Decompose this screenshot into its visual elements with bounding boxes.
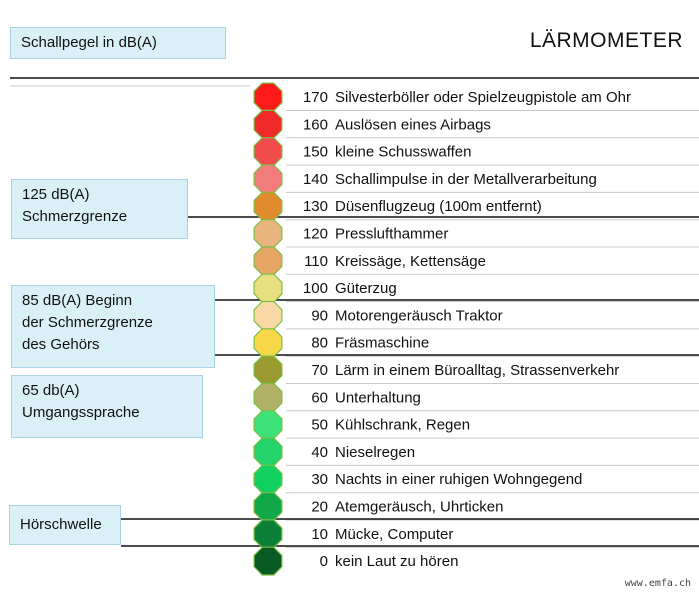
conversation-line-2: Umgangssprache bbox=[22, 404, 140, 421]
level-marker bbox=[254, 247, 282, 275]
level-marker bbox=[254, 192, 282, 220]
pain-threshold-box bbox=[11, 179, 188, 239]
level-label: Motorengeräusch Traktor bbox=[335, 307, 503, 325]
level-label: Lärm in einem Büroalltag, Strassenverkehr bbox=[335, 362, 620, 379]
level-value: 20 bbox=[311, 498, 328, 516]
hearing-damage-box bbox=[11, 285, 215, 368]
page-title: LÄRMOMETER bbox=[529, 29, 683, 52]
level-marker bbox=[254, 547, 282, 575]
level-marker bbox=[254, 465, 282, 493]
level-value: 170 bbox=[302, 89, 328, 106]
level-marker bbox=[254, 83, 282, 111]
level-label: kleine Schusswaffen bbox=[335, 143, 472, 161]
hearing-damage-line-3: des Gehörs bbox=[22, 336, 100, 353]
level-label: Unterhaltung bbox=[335, 389, 421, 407]
footer-url: www.emfa.ch bbox=[624, 578, 691, 589]
level-value: 150 bbox=[302, 143, 328, 161]
level-marker bbox=[254, 302, 282, 330]
level-label: kein Laut zu hören bbox=[335, 553, 459, 571]
level-label: Kreissäge, Kettensäge bbox=[335, 252, 486, 270]
level-marker bbox=[254, 220, 282, 248]
level-marker bbox=[254, 411, 282, 439]
level-marker bbox=[254, 356, 282, 384]
level-label: Presslufthammer bbox=[335, 225, 449, 243]
level-label: Mücke, Computer bbox=[335, 525, 454, 543]
hearing-damage-line-2: der Schmerzgrenze bbox=[22, 314, 153, 331]
level-marker bbox=[254, 329, 282, 357]
level-marker bbox=[254, 274, 282, 302]
level-label: Nachts in einer ruhigen Wohngegend bbox=[335, 471, 583, 489]
level-marker bbox=[254, 165, 282, 193]
level-value: 40 bbox=[311, 443, 328, 461]
level-marker bbox=[254, 493, 282, 521]
level-value: 30 bbox=[311, 471, 328, 489]
level-value: 100 bbox=[302, 280, 328, 298]
level-marker bbox=[254, 383, 282, 411]
level-value: 120 bbox=[302, 225, 328, 243]
level-label: Silvesterböller oder Spielzeugpistole am Ohr bbox=[335, 89, 631, 106]
level-value: 50 bbox=[311, 416, 328, 434]
level-label: Schallimpulse in der Metallverarbeitung bbox=[335, 170, 597, 188]
level-marker bbox=[254, 438, 282, 466]
level-value: 60 bbox=[311, 389, 328, 407]
conversation-box bbox=[11, 375, 203, 438]
level-value: 80 bbox=[311, 334, 328, 352]
level-value: 110 bbox=[304, 252, 328, 270]
level-value: 140 bbox=[302, 170, 328, 188]
pain-threshold-line-1: 125 dB(A) bbox=[22, 186, 90, 203]
level-value: 10 bbox=[311, 525, 328, 543]
level-marker bbox=[254, 110, 282, 138]
level-marker bbox=[254, 138, 282, 166]
level-value: 130 bbox=[302, 198, 328, 216]
level-value: 90 bbox=[311, 307, 328, 325]
level-value: 70 bbox=[311, 362, 328, 379]
hearing-threshold-box bbox=[9, 505, 121, 545]
level-label: Güterzug bbox=[335, 280, 397, 298]
hearing-threshold-label: Hörschwelle bbox=[20, 516, 102, 533]
level-label: Nieselregen bbox=[335, 443, 416, 461]
level-label: Fräsmaschine bbox=[335, 334, 430, 352]
unit-label: Schallpegel in dB(A) bbox=[21, 34, 157, 51]
level-label: Auslösen eines Airbags bbox=[335, 116, 491, 134]
level-value: 160 bbox=[302, 116, 328, 134]
level-label: Düsenflugzeug (100m entfernt) bbox=[335, 198, 542, 216]
level-label: Atemgeräusch, Uhrticken bbox=[335, 498, 504, 516]
conversation-line-1: 65 db(A) bbox=[22, 382, 80, 399]
pain-threshold-line-2: Schmerzgrenze bbox=[22, 208, 128, 225]
level-value: 0 bbox=[319, 553, 328, 571]
level-label: Kühlschrank, Regen bbox=[335, 416, 471, 434]
hearing-damage-line-1: 85 dB(A) Beginn bbox=[22, 292, 133, 309]
level-marker bbox=[254, 520, 282, 548]
